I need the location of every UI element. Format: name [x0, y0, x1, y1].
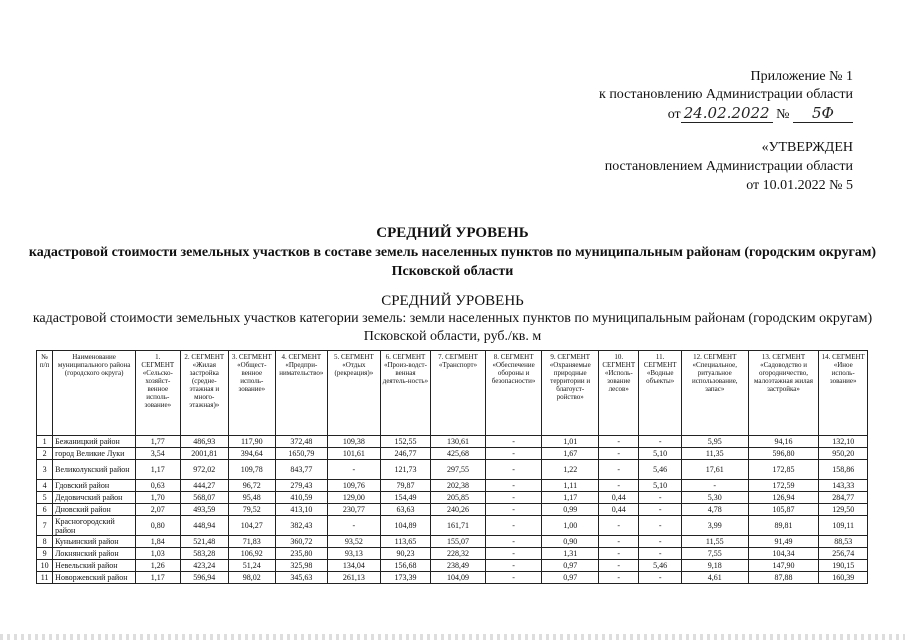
value-cell: 134,04: [328, 560, 381, 572]
row-number-cell: 6: [37, 504, 53, 516]
table-row: [37, 436, 868, 448]
row-number-cell: 11: [37, 572, 53, 584]
cadastral-value-table: [36, 350, 868, 584]
value-cell: 126,94: [748, 492, 819, 504]
value-cell: 1,67: [542, 448, 599, 460]
value-cell: 425,68: [431, 448, 486, 460]
value-cell: 1,26: [136, 560, 180, 572]
value-cell: 109,11: [819, 516, 868, 536]
value-cell: 1,11: [542, 480, 599, 492]
value-cell: -: [485, 536, 542, 548]
value-cell: 117,90: [229, 436, 276, 448]
row-number-cell: 5: [37, 492, 53, 504]
value-cell: 5,46: [639, 560, 681, 572]
column-header: 7. СЕГМЕНТ «Транспорт»: [431, 351, 486, 436]
value-cell: 104,89: [380, 516, 431, 536]
value-cell: -: [328, 516, 381, 536]
value-cell: -: [485, 448, 542, 460]
district-name-cell: Локнянский район: [53, 548, 136, 560]
value-cell: 71,83: [229, 536, 276, 548]
value-cell: 240,26: [431, 504, 486, 516]
value-cell: 2,07: [136, 504, 180, 516]
value-cell: 156,68: [380, 560, 431, 572]
value-cell: -: [485, 516, 542, 536]
appendix-resolution: к постановлению Администрации области: [599, 87, 853, 102]
table-row: [37, 516, 868, 536]
value-cell: 109,38: [328, 436, 381, 448]
appendix-number-sign: №: [776, 107, 790, 122]
value-cell: 0,80: [136, 516, 180, 536]
value-cell: 79,52: [229, 504, 276, 516]
value-cell: 1,01: [542, 436, 599, 448]
value-cell: -: [485, 460, 542, 480]
value-cell: 90,23: [380, 548, 431, 560]
value-cell: 596,80: [748, 448, 819, 460]
value-cell: 205,85: [431, 492, 486, 504]
value-cell: 2001,81: [180, 448, 229, 460]
district-name-cell: Невельский район: [53, 560, 136, 572]
value-cell: 246,77: [380, 448, 431, 460]
value-cell: -: [599, 448, 639, 460]
value-cell: -: [485, 480, 542, 492]
row-number-cell: 9: [37, 548, 53, 560]
value-cell: 202,38: [431, 480, 486, 492]
table-row: [37, 480, 868, 492]
handwritten-number: 5Ф: [793, 104, 853, 123]
value-cell: -: [328, 460, 381, 480]
value-cell: 106,92: [229, 548, 276, 560]
value-cell: 113,65: [380, 536, 431, 548]
value-cell: 1,70: [136, 492, 180, 504]
value-cell: 172,85: [748, 460, 819, 480]
scan-edge-noise: [0, 634, 905, 640]
value-cell: 94,16: [748, 436, 819, 448]
value-cell: 132,10: [819, 436, 868, 448]
value-cell: 79,87: [380, 480, 431, 492]
value-cell: 143,33: [819, 480, 868, 492]
value-cell: -: [599, 572, 639, 584]
table-body: [37, 436, 868, 584]
column-header: 14. СЕГМЕНТ «Иное исполь-зование»: [819, 351, 868, 436]
value-cell: 1,77: [136, 436, 180, 448]
table-row: [37, 572, 868, 584]
district-name-cell: Дедовичский район: [53, 492, 136, 504]
value-cell: 88,53: [819, 536, 868, 548]
value-cell: 87,88: [748, 572, 819, 584]
column-header: 1. СЕГМЕНТ «Сельско-хозяйст-венное исполь-зование»: [136, 351, 180, 436]
column-header: 5. СЕГМЕНТ «Отдых (рекреация)»: [328, 351, 381, 436]
value-cell: 1,22: [542, 460, 599, 480]
approved-resolution: постановлением Администрации области: [604, 159, 853, 174]
column-header: 12. СЕГМЕНТ «Специальное, ритуальное использование, запас»: [681, 351, 748, 436]
column-header: 11. СЕГМЕНТ «Водные объекты»: [639, 351, 681, 436]
value-cell: 147,90: [748, 560, 819, 572]
value-cell: 4,61: [681, 572, 748, 584]
value-cell: 235,80: [275, 548, 328, 560]
value-cell: 154,49: [380, 492, 431, 504]
value-cell: 173,39: [380, 572, 431, 584]
value-cell: 129,50: [819, 504, 868, 516]
value-cell: 160,39: [819, 572, 868, 584]
value-cell: 0,44: [599, 492, 639, 504]
value-cell: -: [599, 460, 639, 480]
appendix-date-line: [668, 104, 853, 124]
value-cell: 130,61: [431, 436, 486, 448]
row-number-cell: 1: [37, 436, 53, 448]
value-cell: -: [599, 548, 639, 560]
value-cell: 372,48: [275, 436, 328, 448]
value-cell: 0,90: [542, 536, 599, 548]
table-row: [37, 504, 868, 516]
value-cell: 190,15: [819, 560, 868, 572]
value-cell: 161,71: [431, 516, 486, 536]
value-cell: 93,13: [328, 548, 381, 560]
value-cell: -: [485, 560, 542, 572]
row-number-cell: 2: [37, 448, 53, 460]
approved-title: «УТВЕРЖДЕН: [761, 140, 853, 155]
column-header: Наименование муниципального района (городского округа): [53, 351, 136, 436]
value-cell: 423,24: [180, 560, 229, 572]
value-cell: 11,35: [681, 448, 748, 460]
value-cell: -: [599, 560, 639, 572]
value-cell: 11,55: [681, 536, 748, 548]
district-name-cell: Бежаницкий район: [53, 436, 136, 448]
value-cell: 104,09: [431, 572, 486, 584]
value-cell: 5,30: [681, 492, 748, 504]
value-cell: 325,98: [275, 560, 328, 572]
value-cell: 950,20: [819, 448, 868, 460]
value-cell: -: [485, 572, 542, 584]
value-cell: 0,97: [542, 560, 599, 572]
heading-bold-sub: кадастровой стоимости земельных участков в составе земель населенных пунктов по муниципальным районам (городским округам) Псковской области: [28, 245, 877, 279]
value-cell: 3,54: [136, 448, 180, 460]
value-cell: 51,24: [229, 560, 276, 572]
handwritten-date: 24.02.2022: [681, 104, 773, 123]
value-cell: 101,61: [328, 448, 381, 460]
value-cell: 63,63: [380, 504, 431, 516]
value-cell: 382,43: [275, 516, 328, 536]
value-cell: 410,59: [275, 492, 328, 504]
value-cell: 972,02: [180, 460, 229, 480]
value-cell: 1,31: [542, 548, 599, 560]
value-cell: 5,46: [639, 460, 681, 480]
value-cell: 0,63: [136, 480, 180, 492]
district-name-cell: Великолукский район: [53, 460, 136, 480]
value-cell: 1,00: [542, 516, 599, 536]
value-cell: 228,32: [431, 548, 486, 560]
value-cell: 121,73: [380, 460, 431, 480]
value-cell: 413,10: [275, 504, 328, 516]
value-cell: 152,55: [380, 436, 431, 448]
value-cell: -: [599, 480, 639, 492]
row-number-cell: 8: [37, 536, 53, 548]
row-number-cell: 4: [37, 480, 53, 492]
value-cell: 444,27: [180, 480, 229, 492]
table-row: [37, 460, 868, 480]
table-row: [37, 548, 868, 560]
value-cell: 98,02: [229, 572, 276, 584]
value-cell: -: [485, 436, 542, 448]
value-cell: 448,94: [180, 516, 229, 536]
value-cell: 155,07: [431, 536, 486, 548]
heading-bold-main: СРЕДНИЙ УРОВЕНЬ: [376, 225, 529, 241]
column-header: 2. СЕГМЕНТ «Жилая застройка (средне-этажная и много-этажная)»: [180, 351, 229, 436]
value-cell: 279,43: [275, 480, 328, 492]
district-name-cell: Дновский район: [53, 504, 136, 516]
value-cell: 238,49: [431, 560, 486, 572]
value-cell: 261,13: [328, 572, 381, 584]
value-cell: 596,94: [180, 572, 229, 584]
value-cell: 5,10: [639, 480, 681, 492]
value-cell: 493,59: [180, 504, 229, 516]
value-cell: -: [485, 504, 542, 516]
value-cell: 230,77: [328, 504, 381, 516]
value-cell: 5,10: [639, 448, 681, 460]
value-cell: 96,72: [229, 480, 276, 492]
value-cell: -: [485, 492, 542, 504]
value-cell: 104,27: [229, 516, 276, 536]
value-cell: 284,77: [819, 492, 868, 504]
table-row: [37, 448, 868, 460]
value-cell: 256,74: [819, 548, 868, 560]
approved-block: [605, 138, 853, 195]
district-name-cell: Куньинский район: [53, 536, 136, 548]
value-cell: 1,17: [136, 460, 180, 480]
value-cell: 158,86: [819, 460, 868, 480]
district-name-cell: Новоржевский район: [53, 572, 136, 584]
value-cell: -: [681, 480, 748, 492]
value-cell: -: [639, 572, 681, 584]
value-cell: 360,72: [275, 536, 328, 548]
value-cell: 1,17: [542, 492, 599, 504]
value-cell: 345,63: [275, 572, 328, 584]
column-header: 13. СЕГМЕНТ «Садоводство и огородничество, малоэтажная жилая застройка»: [748, 351, 819, 436]
value-cell: -: [599, 536, 639, 548]
value-cell: 568,07: [180, 492, 229, 504]
appendix-block: [599, 68, 853, 124]
value-cell: 9,18: [681, 560, 748, 572]
value-cell: 104,34: [748, 548, 819, 560]
value-cell: -: [639, 536, 681, 548]
table-header-row: [37, 351, 868, 436]
heading-bold: [0, 224, 905, 281]
value-cell: 0,44: [599, 504, 639, 516]
district-name-cell: город Великие Луки: [53, 448, 136, 460]
appendix-title: Приложение № 1: [750, 69, 853, 84]
value-cell: -: [639, 492, 681, 504]
value-cell: 3,99: [681, 516, 748, 536]
district-name-cell: Гдовский район: [53, 480, 136, 492]
value-cell: 17,61: [681, 460, 748, 480]
district-name-cell: Красногородский район: [53, 516, 136, 536]
column-header: 8. СЕГМЕНТ «Обеспечение обороны и безопасности»: [485, 351, 542, 436]
value-cell: 1650,79: [275, 448, 328, 460]
value-cell: 521,48: [180, 536, 229, 548]
column-header: 10. СЕГМЕНТ «Исполь-зование лесов»: [599, 351, 639, 436]
value-cell: 4,78: [681, 504, 748, 516]
value-cell: -: [599, 516, 639, 536]
value-cell: 5,95: [681, 436, 748, 448]
appendix-from-prefix: от: [667, 107, 681, 122]
value-cell: 843,77: [275, 460, 328, 480]
value-cell: 89,81: [748, 516, 819, 536]
column-header: 4. СЕГМЕНТ «Предпри-нимательство»: [275, 351, 328, 436]
value-cell: 1,17: [136, 572, 180, 584]
approved-date: от 10.01.2022 № 5: [746, 178, 853, 193]
column-header: 9. СЕГМЕНТ «Охраняемые природные территории и благоуст-ройство»: [542, 351, 599, 436]
heading-regular: [0, 292, 905, 346]
value-cell: 109,76: [328, 480, 381, 492]
value-cell: 95,48: [229, 492, 276, 504]
value-cell: 583,28: [180, 548, 229, 560]
heading-regular-main: СРЕДНИЙ УРОВЕНЬ: [381, 293, 524, 309]
value-cell: 486,93: [180, 436, 229, 448]
column-header: № п/п: [37, 351, 53, 436]
value-cell: 0,97: [542, 572, 599, 584]
value-cell: 93,52: [328, 536, 381, 548]
row-number-cell: 10: [37, 560, 53, 572]
row-number-cell: 7: [37, 516, 53, 536]
value-cell: 297,55: [431, 460, 486, 480]
table-row: [37, 492, 868, 504]
value-cell: -: [639, 516, 681, 536]
table-row: [37, 536, 868, 548]
column-header: 3. СЕГМЕНТ «Общест-венное исполь-зование»: [229, 351, 276, 436]
value-cell: 172,59: [748, 480, 819, 492]
value-cell: 105,87: [748, 504, 819, 516]
value-cell: 129,00: [328, 492, 381, 504]
value-cell: 109,78: [229, 460, 276, 480]
value-cell: 7,55: [681, 548, 748, 560]
value-cell: 91,49: [748, 536, 819, 548]
value-cell: -: [639, 504, 681, 516]
value-cell: -: [639, 548, 681, 560]
value-cell: 394,64: [229, 448, 276, 460]
value-cell: 1,03: [136, 548, 180, 560]
value-cell: 1,84: [136, 536, 180, 548]
value-cell: -: [599, 436, 639, 448]
value-cell: -: [639, 436, 681, 448]
row-number-cell: 3: [37, 460, 53, 480]
column-header: 6. СЕГМЕНТ «Произ-водст-венная деятель-ность»: [380, 351, 431, 436]
heading-regular-sub: кадастровой стоимости земельных участков категории земель: земли населенных пунктов по муниципальным районам (городским округам) Псковской области, руб./кв. м: [32, 311, 873, 344]
value-cell: -: [485, 548, 542, 560]
value-cell: 0,99: [542, 504, 599, 516]
table-row: [37, 560, 868, 572]
